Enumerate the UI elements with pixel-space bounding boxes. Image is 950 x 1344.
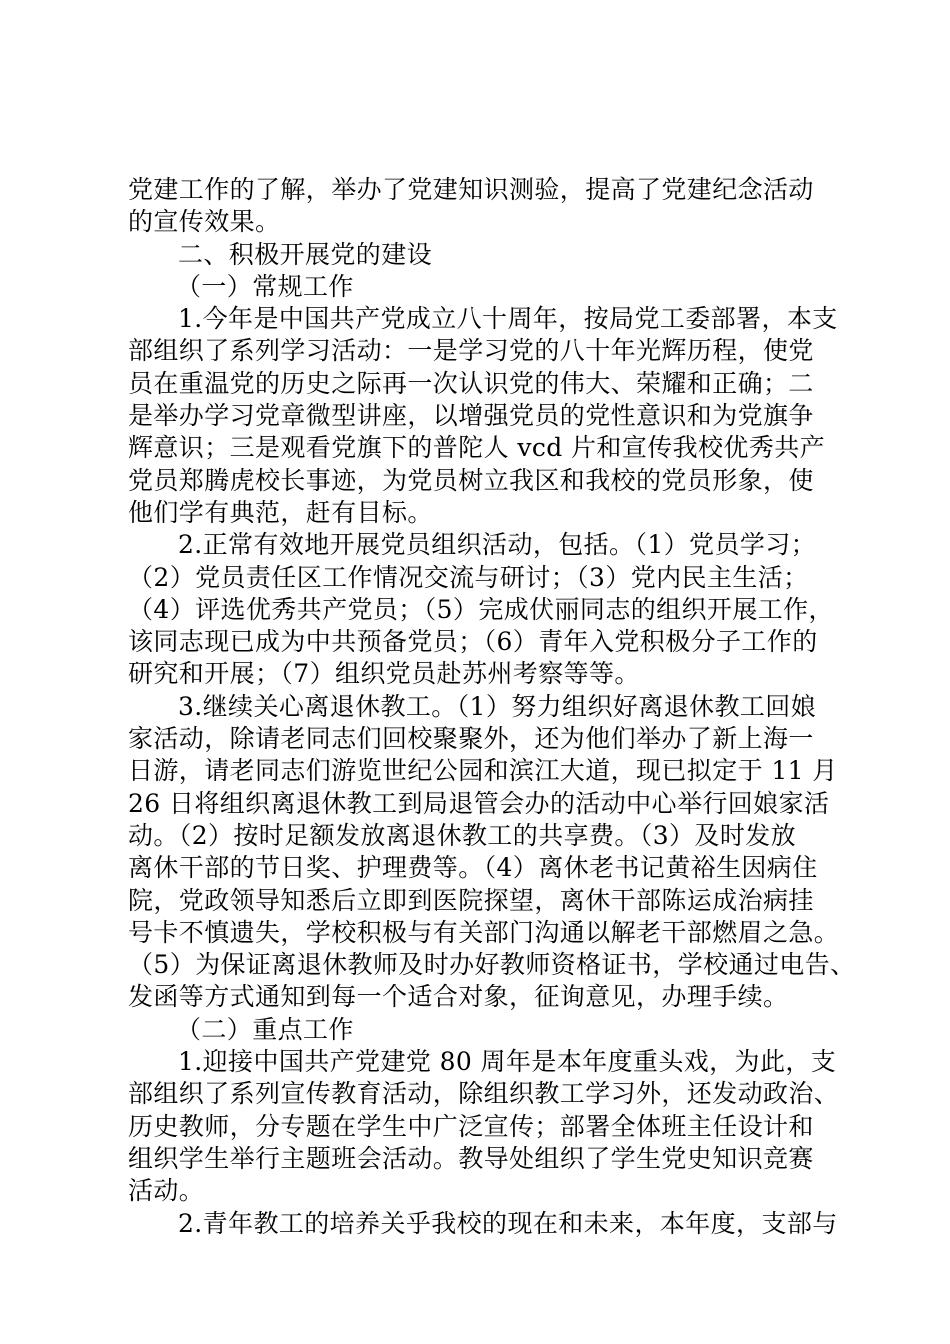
text-line: 该同志现已成为中共预备党员；（6）青年入党积极分子工作的 <box>128 627 818 657</box>
text-line: 部组织了系列宣传教育活动，除组织教工学习外，还发动政治、 <box>128 1079 840 1109</box>
paragraph-start: 2.正常有效地开展党员组织活动，包括。（1）党员学习； <box>178 530 817 560</box>
text-line: 部组织了系列学习活动：一是学习党的八十年光辉历程，使党 <box>128 336 814 366</box>
text-line: 是举办学习党章微型讲座，以增强党员的党性意识和为党旗争 <box>128 401 814 431</box>
text-line: （4）评选优秀共产党员；（5）完成伏丽同志的组织开展工作， <box>128 594 834 624</box>
paragraph-start: 3.继续关心离退休教工。（1）努力组织好离退休教工回娘 <box>178 691 817 721</box>
text-line: 活动。 <box>128 1176 205 1206</box>
text-line: （2）党员责任区工作情况交流与研讨；（3）党内民主生活； <box>128 562 809 592</box>
text-line: 员在重温党的历史之际再一次认识党的伟大、荣耀和正确；二 <box>128 368 814 398</box>
text-line: 发函等方式通知到每一个适合对象，征询意见，办理手续。 <box>128 982 789 1012</box>
text-line: 院，党政领导知悉后立即到医院探望，离休干部陈运成治病挂 <box>128 885 814 915</box>
subsection-heading: （一）常规工作 <box>176 271 354 301</box>
section-heading: 二、积极开展党的建设 <box>178 239 433 269</box>
text-line: 辉意识；三是观看党旗下的普陀人 vcd 片和宣传我校优秀共产 <box>128 433 826 463</box>
text-line: 号卡不慎遗失，学校积极与有关部门沟通以解老干部燃眉之急。 <box>128 917 840 947</box>
text-line: 动。（2）按时足额发放离退休教工的共享费。（3）及时发放 <box>128 820 797 850</box>
text-line: 党建工作的了解，举办了党建知识测验，提高了党建纪念活动 <box>128 175 814 204</box>
paragraph-start: 1.今年是中国共产党成立八十周年，按局党工委部署，本支 <box>178 304 838 334</box>
text-line: （5）为保证离退休教师及时办好教师资格证书，学校通过电告、 <box>128 950 856 980</box>
text-line: 研究和开展；（7）组织党员赴苏州考察等等。 <box>128 659 640 689</box>
text-line: 家活动，除请老同志们回校聚聚外，还为他们举办了新上海一 <box>128 724 814 754</box>
paragraph-start: 1.迎接中国共产党建党 80 周年是本年度重头戏，为此，支 <box>178 1047 837 1077</box>
subsection-heading: （二）重点工作 <box>176 1014 354 1044</box>
text-line: 日游，请老同志们游览世纪公园和滨江大道，现已拟定于 11 月 <box>128 756 838 786</box>
document-body <box>128 174 856 1240</box>
text-line: 他们学有典范，赶有目标。 <box>128 497 433 527</box>
text-line: 组织学生举行主题班会活动。教导处组织了学生党史知识竞赛 <box>128 1143 814 1173</box>
paragraph-start: 2.青年教工的培养关乎我校的现在和未来，本年度，支部与 <box>178 1208 838 1238</box>
text-line: 的宣传效果。 <box>128 207 281 237</box>
text-line: 26 日将组织离退休教工到局退管会办的活动中心举行回娘家活 <box>128 788 830 818</box>
text-line: 离休干部的节日奖、护理费等。（4）离休老书记黄裕生因病住 <box>128 853 818 883</box>
text-line: 党员郑腾虎校长事迹，为党员树立我区和我校的党员形象，使 <box>128 465 814 495</box>
text-line: 历史教师，分专题在学生中广泛宣传；部署全体班主任设计和 <box>128 1111 814 1141</box>
